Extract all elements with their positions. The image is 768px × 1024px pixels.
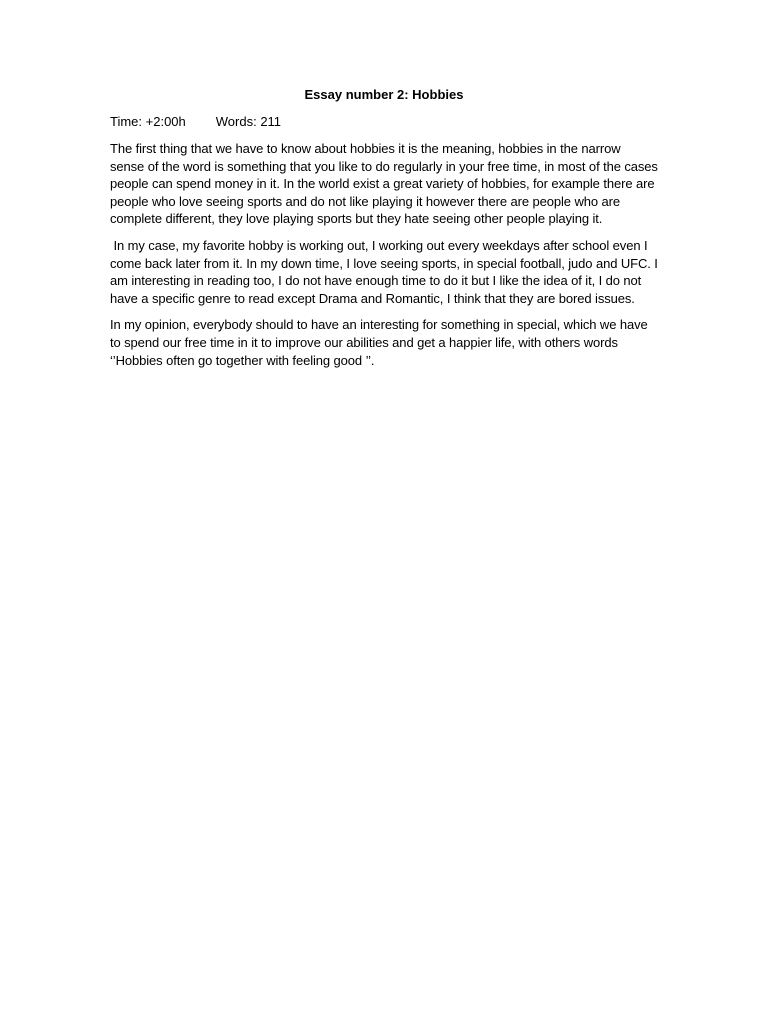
essay-title: Essay number 2: Hobbies xyxy=(304,87,464,102)
paragraph-3: In my opinion, everybody should to have an interesting for something in special, which we have to spend our free time in it to improve our abilities and get a happier life, with others words ‘’Hobbies often go together with feeling good ’’. xyxy=(110,317,648,368)
time-label: Time: +2:00h xyxy=(110,114,186,129)
paragraph-2: In my case, my favorite hobby is working out, I working out every weekdays after school even I come back later from it. In my down time, I love seeing sports, in special football, judo and UFC. I am interesting in reading too, I do not have enough time to do it but I like the idea of it, I do not have a specific genre to read except Drama and Romantic, I think that they are bored issues. xyxy=(110,237,662,306)
words-label: Words: 211 xyxy=(215,114,282,129)
document-body xyxy=(110,86,662,378)
paragraph-1: The first thing that we have to know about hobbies it is the meaning, hobbies in the narrow sense of the word is something that you like to do regularly in your free time, in most of the cases people can spend money in it. In the world exist a great variety of hobbies, for example there are people who love seeing sports and do not like playing it however there are people who are complete different, they love playing sports but they hate seeing other people playing it. xyxy=(110,141,658,227)
essay-meta xyxy=(110,113,658,130)
